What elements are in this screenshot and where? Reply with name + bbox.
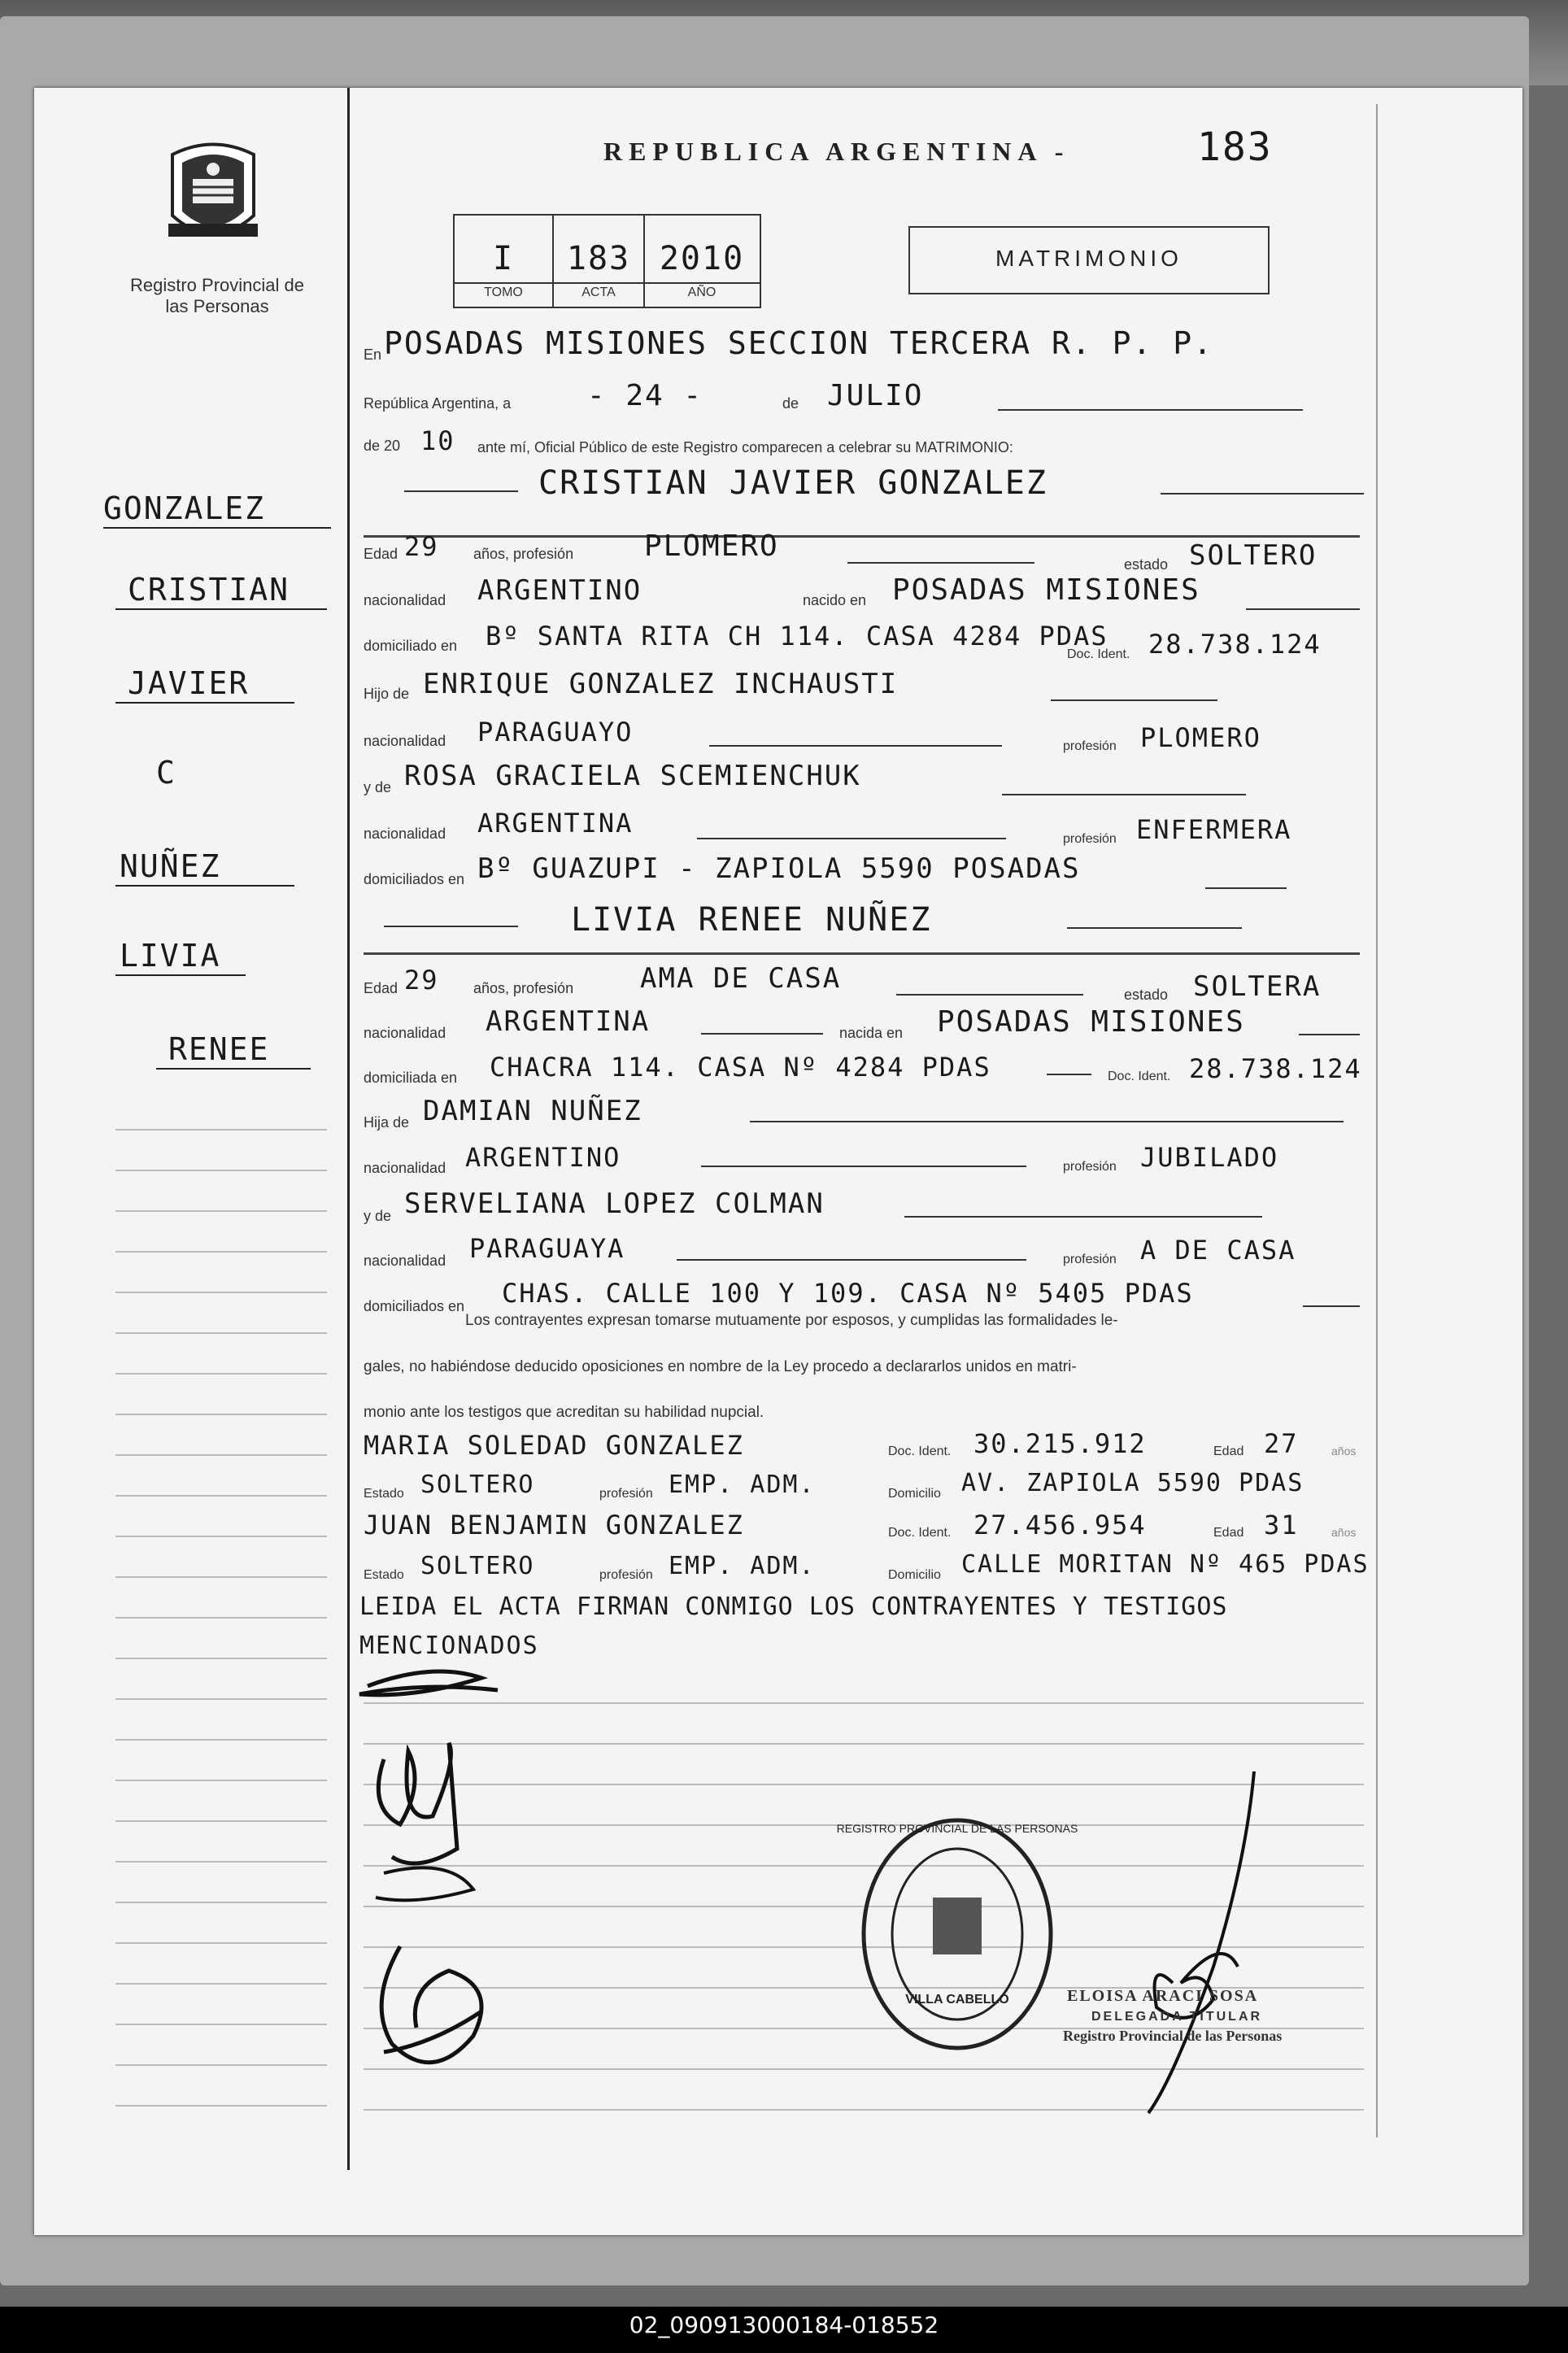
bride-parents-address: CHAS. CALLE 100 Y 109. CASA Nº 5405 PDAS [502, 1278, 1194, 1309]
groom-nationality: ARGENTINO [477, 574, 642, 607]
officer-registry: Registro Provincial de las Personas [1063, 2028, 1283, 2044]
groom-dom-label: domiciliado en [364, 638, 458, 654]
en-label: En [364, 346, 382, 363]
republica-label: República Argentina, a [364, 395, 512, 412]
bride-dom-label: domiciliada en [364, 1070, 458, 1086]
groom-father: ENRIQUE GONZALEZ INCHAUSTI [423, 668, 899, 700]
witness-1-profession: EMP. ADM. [669, 1471, 816, 1499]
bride-mother-nat-label: nacionalidad [364, 1253, 446, 1269]
groom-parents-dom-label: domiciliados en [364, 871, 465, 887]
groom-father-nationality: PARAGUAYO [477, 717, 634, 747]
groom-mother: ROSA GRACIELA SCEMIENCHUK [404, 760, 861, 792]
witness-2-dom-label: Domicilio [888, 1568, 941, 1582]
bride-age: 29 [404, 965, 439, 996]
bride-mother-nationality: PARAGUAYA [469, 1233, 625, 1264]
groom-hijo-label: Hijo de [364, 686, 410, 702]
bride-hija-label: Hija de [364, 1114, 410, 1131]
anio-label: AÑO [687, 285, 716, 299]
acta-label: ACTA [581, 285, 616, 299]
witness-2-edad-label: Edad [1213, 1526, 1244, 1540]
margin-note-surname: GONZALEZ [103, 490, 266, 526]
witness-1-age: 27 [1264, 1428, 1299, 1459]
officer-title: DELEGADA TITULAR [1091, 2010, 1263, 2024]
year-suffix: 10 [420, 425, 455, 456]
tomo-label: TOMO [484, 285, 523, 299]
day: - 24 - [587, 379, 703, 412]
registry-stamp [836, 1808, 1078, 2060]
margin-note-bride-middle: RENEE [168, 1031, 270, 1067]
groom-estado-label: estado [1124, 556, 1169, 573]
file-id: 02_090913000184-018552 [629, 2312, 939, 2338]
groom-age: 29 [404, 531, 439, 562]
tomo-value: I [492, 240, 515, 277]
de-year-label: de 20 [364, 438, 401, 454]
witness-2-age: 31 [1264, 1510, 1299, 1540]
groom-yde-label: y de [364, 779, 392, 795]
witness-2-estado-label: Estado [364, 1568, 404, 1582]
country-header: REPUBLICA ARGENTINA - [603, 137, 1070, 166]
bride-address: CHACRA 114. CASA Nº 4284 PDAS [490, 1052, 991, 1083]
groom-mother-nat-label: nacionalidad [364, 826, 446, 842]
bride-mother-prof-label: profesión [1063, 1253, 1117, 1266]
declaration-line-3: monio ante los testigos que acreditan su habilidad nupcial. [364, 1404, 764, 1421]
bride-estado: SOLTERA [1193, 970, 1322, 1003]
bride-father-prof-label: profesión [1063, 1160, 1117, 1174]
groom-profession: PLOMERO [644, 529, 779, 563]
witness-2-anios-label: años [1331, 1526, 1357, 1539]
groom-profesion-label: años, profesión [473, 546, 574, 562]
officer-name: ELOISA ARACI SOSA [1067, 1987, 1259, 2005]
closing-line-1: LEIDA EL ACTA FIRMAN CONMIGO LOS CONTRAYENTES Y TESTIGOS [359, 1593, 1228, 1621]
bride-parents-dom-label: domiciliados en [364, 1298, 465, 1314]
witness-2-prof-label: profesión [599, 1568, 653, 1582]
groom-father-prof-label: profesión [1063, 739, 1117, 753]
page-number: 183 [1197, 124, 1273, 170]
provincial-seal-logo [156, 138, 270, 260]
anio-value: 2010 [659, 240, 745, 277]
witness-2-estado: SOLTERO [420, 1552, 535, 1580]
witness-1-dom-label: Domicilio [888, 1487, 941, 1501]
record-type-box [908, 226, 1270, 294]
bride-profesion-label: años, profesión [473, 980, 574, 996]
declaration-line-1: Los contrayentes expresan tomarse mutuamente por esposos, y cumplidas las formalidades le- [465, 1312, 1118, 1329]
witness-1-domicilio: AV. ZAPIOLA 5590 PDAS [961, 1469, 1304, 1497]
margin-note-c: C [156, 755, 176, 791]
groom-parents-address: Bº GUAZUPI - ZAPIOLA 5590 POSADAS [477, 852, 1081, 885]
groom-mother-profession: ENFERMERA [1136, 814, 1292, 845]
margin-note-middle-name: JAVIER [128, 665, 250, 701]
bride-doc-label: Doc. Ident. [1108, 1070, 1171, 1083]
groom-mother-nationality: ARGENTINA [477, 808, 634, 839]
de-label: de [782, 395, 799, 412]
party-signatures [335, 1662, 547, 2150]
bride-father-nationality: ARGENTINO [465, 1142, 621, 1173]
closing-line-2: MENCIONADOS [359, 1632, 539, 1660]
bride-nacida-label: nacida en [839, 1025, 904, 1041]
witness-1-doc-label: Doc. Ident. [888, 1444, 952, 1458]
bride-name: LIVIA RENEE NUÑEZ [571, 901, 932, 939]
bride-yde-label: y de [364, 1208, 392, 1224]
groom-doc: 28.738.124 [1148, 629, 1322, 660]
bride-father-profession: JUBILADO [1140, 1142, 1279, 1173]
groom-nac-label: nacionalidad [364, 592, 446, 608]
witness-1-name: MARIA SOLEDAD GONZALEZ [364, 1430, 744, 1461]
record-number-box [453, 214, 761, 308]
margin-note-first-name: CRISTIAN [128, 572, 290, 608]
margin-note-bride-surname: NUÑEZ [120, 848, 221, 884]
record-type: MATRIMONIO [995, 246, 1183, 271]
bride-edad-label: Edad [364, 980, 399, 996]
stamp-ring-text: REGISTRO PROVINCIAL DE LAS PERSONAS [836, 1822, 1078, 1835]
bride-mother-profession: A DE CASA [1140, 1235, 1296, 1266]
witness-1-doc: 30.215.912 [973, 1428, 1147, 1459]
document-page [34, 88, 1522, 2235]
bride-nac-label: nacionalidad [364, 1025, 446, 1041]
groom-estado: SOLTERO [1189, 539, 1318, 572]
bride-doc: 28.738.124 [1189, 1053, 1362, 1084]
witness-2-name: JUAN BENJAMIN GONZALEZ [364, 1510, 744, 1540]
intro-text: ante mí, Oficial Público de este Registro comparecen a celebrar su MATRIMONIO: [477, 439, 1013, 455]
bride-nationality: ARGENTINA [486, 1005, 651, 1038]
bride-profession: AMA DE CASA [640, 962, 842, 995]
groom-address: Bº SANTA RITA CH 114. CASA 4284 PDAS [486, 621, 1108, 651]
groom-name: CRISTIAN JAVIER GONZALEZ [538, 464, 1048, 502]
groom-nacido-label: nacido en [803, 592, 867, 608]
groom-edad-label: Edad [364, 546, 399, 562]
bride-birthplace: POSADAS MISIONES [937, 1005, 1245, 1039]
witness-2-profession: EMP. ADM. [669, 1552, 816, 1580]
bride-father: DAMIAN NUÑEZ [423, 1095, 642, 1127]
bride-father-nat-label: nacionalidad [364, 1160, 446, 1176]
place: POSADAS MISIONES SECCION TERCERA R. P. P. [384, 325, 1213, 361]
groom-mother-prof-label: profesión [1063, 832, 1117, 846]
bride-estado-label: estado [1124, 987, 1169, 1003]
acta-value: 183 [566, 240, 631, 277]
witness-1-anios-label: años [1331, 1444, 1357, 1458]
witness-2-domicilio: CALLE MORITAN Nº 465 PDAS [961, 1550, 1370, 1579]
declaration-line-2: gales, no habiéndose deducido oposiciones en nombre de la Ley procedo a declararlos unidos en matri- [364, 1358, 1077, 1375]
groom-birthplace: POSADAS MISIONES [892, 573, 1200, 607]
month: JULIO [827, 379, 924, 412]
stamp-center-text: VILLA CABELLO [905, 1993, 1009, 2007]
officer-signature [1124, 1763, 1303, 2121]
groom-father-nat-label: nacionalidad [364, 733, 446, 749]
witness-1-edad-label: Edad [1213, 1444, 1244, 1458]
witness-1-prof-label: profesión [599, 1487, 653, 1501]
registry-name: Registro Provincial de las Personas [130, 275, 304, 316]
margin-note-bride-first: LIVIA [120, 938, 221, 974]
groom-doc-label: Doc. Ident. [1067, 647, 1130, 661]
groom-father-profession: PLOMERO [1140, 722, 1261, 753]
witness-1-estado: SOLTERO [420, 1471, 535, 1499]
witness-2-doc-label: Doc. Ident. [888, 1526, 952, 1540]
right-rule [1376, 104, 1378, 2137]
witness-1-estado-label: Estado [364, 1487, 404, 1501]
bride-mother: SERVELIANA LOPEZ COLMAN [404, 1187, 825, 1220]
witness-2-doc: 27.456.954 [973, 1510, 1147, 1540]
